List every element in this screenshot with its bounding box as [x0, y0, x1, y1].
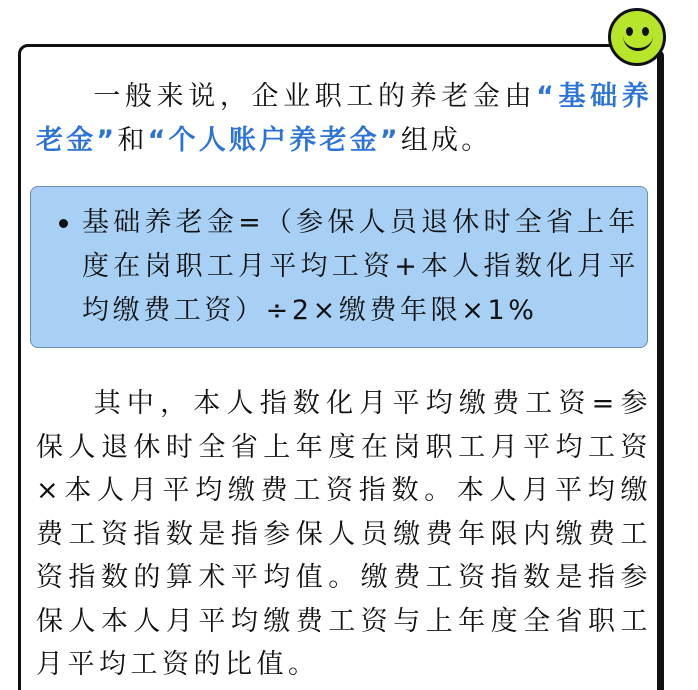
- intro-highlight-personal-account-pension: “个人账户养老金”: [147, 125, 401, 156]
- smiley-mouth: [623, 31, 653, 51]
- intro-text-after: 组成。: [400, 125, 492, 156]
- intro-highlight-basic-pension: “基础养老金”: [36, 81, 652, 156]
- intro-text-middle: 和: [117, 125, 148, 156]
- bullet-dot-icon: [59, 219, 68, 228]
- formula-bullet-item: [59, 201, 639, 333]
- detail-text: 其中，本人指数化月平均缴费工资=参保人退休时全省上年度在岗职工月平均工资×本人月平均缴费工资指数。本人月平均缴费工资指数是指参保人员缴费年限内缴费工资指数的算术平均值。缴费工资指数是指参保人本人月平均缴费工资与上年度全省职工月平均工资的比值。: [36, 388, 652, 680]
- smiley-face-icon: [608, 8, 666, 66]
- detail-paragraph: [36, 382, 652, 687]
- intro-text-before: 一般来说，企业职工的养老金由: [92, 81, 537, 112]
- formula-text: 基础养老金=（参保人员退休时全省上年度在岗职工月平均工资+本人指数化月平均缴费工资）÷2×缴费年限×1%: [82, 207, 639, 326]
- formula-box: [30, 186, 648, 348]
- intro-paragraph: [36, 75, 652, 163]
